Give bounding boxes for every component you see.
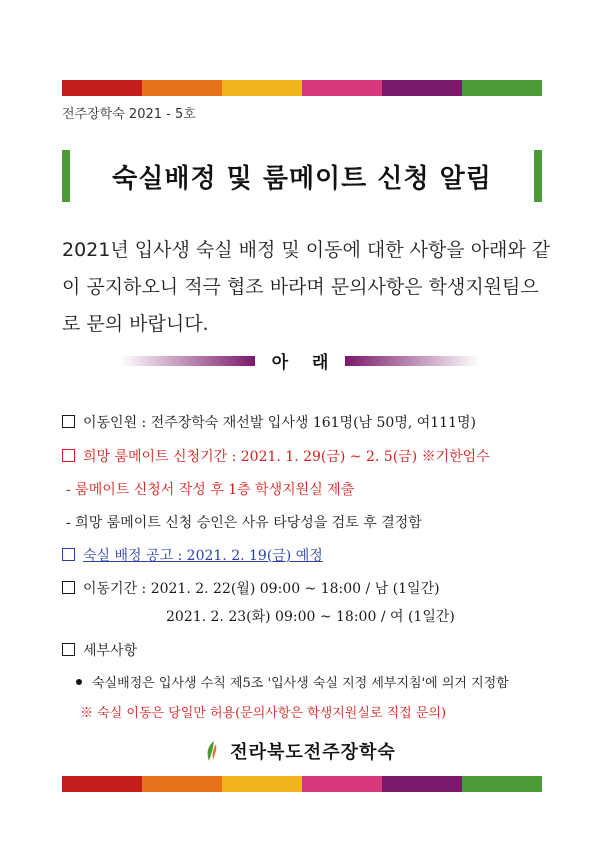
item-room-announce-text: 숙실 배정 공고 : 2021. 2. 19(금) 예정 xyxy=(83,548,323,564)
notice-heading-block xyxy=(120,348,480,374)
footer-organization xyxy=(0,738,600,764)
item-details-note: ※ 숙실 이동은 당일만 허용(문의사항은 학생지원실로 직접 문의) xyxy=(80,706,447,721)
stripe-pink xyxy=(302,776,382,792)
stripe-green xyxy=(462,776,542,792)
stripe-purple xyxy=(382,776,462,792)
item-details-bullet-text: 숙실배정은 입사생 수칙 제5조 '입사생 숙실 지정 세부지침'에 의거 지정함 xyxy=(92,676,509,691)
title-bar-right xyxy=(534,150,542,202)
page-title: 숙실배정 및 룸메이트 신청 알림 xyxy=(112,164,492,194)
checkbox-icon xyxy=(62,548,75,561)
notice-bar-right xyxy=(345,356,480,366)
item-move-period xyxy=(62,578,440,598)
checkbox-icon xyxy=(62,643,75,656)
item-roommate-approval: - 희망 룸메이트 신청 승인은 사유 타당성을 검토 후 결정함 xyxy=(66,515,422,531)
stripe-purple xyxy=(382,80,462,96)
stripe-red xyxy=(62,776,142,792)
stripe-yellow xyxy=(222,776,302,792)
document-number: 전주장학숙 2021 - 5호 xyxy=(62,107,196,122)
stripe-orange xyxy=(142,776,222,792)
stripe-red xyxy=(62,80,142,96)
item-room-announce xyxy=(62,545,323,565)
item-move-period-text-1: 이동기간 : 2021. 2. 22(월) 09:00 ~ 18:00 / 남 (1일간) xyxy=(83,581,440,597)
item-details xyxy=(62,640,137,660)
stripe-orange xyxy=(142,80,222,96)
item-move-people-text: 이동인원 : 전주장학숙 재선발 입사생 161명(남 50명, 여111명) xyxy=(83,415,476,431)
checkbox-icon xyxy=(62,449,75,462)
stripe-yellow xyxy=(222,80,302,96)
item-move-people xyxy=(62,412,476,432)
item-roommate-form: - 룸메이트 신청서 작성 후 1층 학생지원실 제출 xyxy=(66,482,355,498)
title-block xyxy=(62,150,542,202)
checkbox-icon xyxy=(62,581,75,594)
bottom-color-stripe xyxy=(62,776,542,792)
item-roommate-period xyxy=(62,446,490,466)
bullet-icon xyxy=(76,679,82,685)
stripe-pink xyxy=(302,80,382,96)
item-details-bullet xyxy=(62,672,509,691)
top-color-stripe xyxy=(62,80,542,96)
stripe-green xyxy=(462,80,542,96)
intro-paragraph: 2021년 입사생 숙실 배정 및 이동에 대한 사항을 아래와 같이 공지하오니 적극 협조 바라며 문의사항은 학생지원팀으로 문의 바랍니다. xyxy=(62,239,551,335)
notice-bar-left xyxy=(120,356,255,366)
item-roommate-period-text: 희망 룸메이트 신청기간 : 2021. 1. 29(금) ~ 2. 5(금) ※기한엄수 xyxy=(83,449,490,465)
notice-heading: 아 래 xyxy=(271,353,329,373)
item-move-period-text-2: 2021. 2. 23(화) 09:00 ~ 18:00 / 여 (1일간) xyxy=(166,609,455,625)
item-details-heading: 세부사항 xyxy=(83,643,138,659)
checkbox-icon xyxy=(62,415,75,428)
footer-organization-name: 전라북도전주장학숙 xyxy=(230,742,396,763)
organization-logo-icon xyxy=(204,740,222,762)
